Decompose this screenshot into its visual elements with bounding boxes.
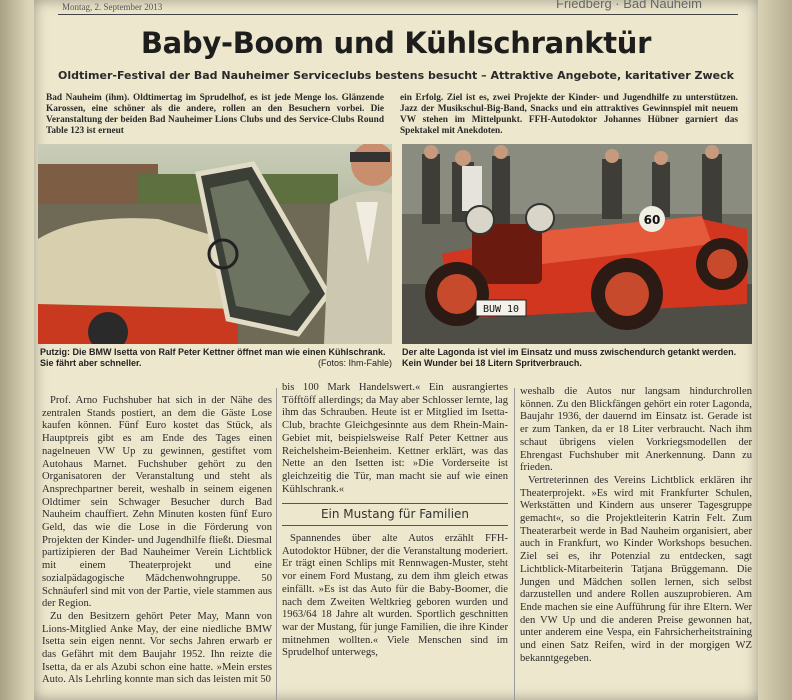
body-paragraph: Zu den Besitzern gehört Peter May, Mann von Lions-Mitglied Anke May, der eine niedliche BMW Isetta sein eigen nennt. Vor sechs Jahren erwarb er das Gefährt mit dem Baujahr 1952. Ihn reizte die Isetta, da er als Azubi schon eine hatte. »Mein erstes Auto. Als Lehrling konnte man sich das leisten mit 50: [42, 610, 272, 686]
body-paragraph: bis 100 Mark Handelswert.« Ein ausrangiertes Töfftöff allerdings; da May aber Schlosser lernte, lag ihm das Schrauben. Heute ist er Mitglied im Isetta-Club, brachte Gleichgesinnte aus dem Rhein-Main-Gebiet mit, beispielsweise Ralf Peter Kettner aus Reichelsheim-Beienheim. Kettner erklärt, was das Nette an den Isetten ist: »Die Vorderseite ist gleichzeitig die Tür, man macht sie auf wie einen Kühlschrank.«: [282, 382, 508, 495]
lagonda-photo-illustration: [402, 144, 752, 344]
photo-lagonda: [402, 144, 752, 344]
caption-right-text: Der alte Lagonda ist viel im Einsatz und muss zwischendurch getankt werden. Kein Wunder bei 18 Litern Spritverbrauch.: [402, 347, 737, 368]
section-title: Friedberg · Bad Nauheim: [556, 0, 702, 11]
body-paragraph: weshalb die Autos nur langsam hindurchrollen können. Zu den Blickfängen gehört ein roter Lagonda, Baujahr 1936, der dauernd im Einsatz ist. Gerade ist er zum Tanken, da er 18 Liter verbraucht. Nach ihm schaut übrigens vielen Vorkriegsmodellen der Ehrengast Fuchshuber mit Anerkennung. Dann zu frieden.: [520, 386, 752, 474]
article-column-1: [42, 395, 272, 687]
race-number: 60: [643, 213, 661, 227]
lead-paragraph-left: Bad Nauheim (ihm). Oldtimertag im Sprudelhof, es ist jede Menge los. Glänzende Karossen, eine schöner als die andere, rollen an den Besuchern vorbei. Die Veranstaltung der beiden Bad Nauheimer Lions Clubs und des Service-Clubs Round Table 123 ist erneut: [46, 93, 384, 136]
intertitle: Ein Mustang für Familien: [282, 503, 508, 526]
newspaper-sheet: [34, 0, 758, 700]
article-column-2: [282, 382, 508, 660]
headline: Baby-Boom und Kühlschranktür: [140, 26, 652, 60]
article-column-3: [520, 386, 752, 665]
photo-credit: (Fotos: Ihm-Fahle): [317, 358, 392, 368]
body-paragraph: Prof. Arno Fuchshuber hat sich in der Nähe des zentralen Stands postiert, an dem die Gäste Lose kaufen können. Fünf Euro kostet das Stück, als Hauptpreis gibt es am Ende des Tages einen nagelneuen VW Up zu gewinnen, gestiftet vom Autohaus Marnet. Fuchshuber gehört zu den Organisatoren der Veranstaltung und steht als Ansprechpartner bereit, weshalb in seinem eigenen Oldtimer sein Schwager Besucher durch Bad Nauheim chauffiert. Zehn Minuten kosten fünf Euro Geld, das wie die Lose in die Förderung von Projekten der Kinder- und Jugendhilfe fließt. Diesmal partizipieren der Bad Nauheimer Verein Lichtblick mit einem Theaterprojekt und eine sozialpädagogische Mädchenwohngruppe. 50 Schnäuferl sind mit von der Partie, viele stammen aus der Region.: [42, 395, 272, 610]
caption-right: [402, 347, 754, 369]
body-paragraph: Vertreterinnen des Vereins Lichtblick erklären ihr Theaterprojekt. »Es wird mit Frankfurter Schulen, Werkstätten und Kindern aus unserer Tagesgruppe gemacht«, so die Projektleiterin Katrin Felt. Zum Theaterarbeit werde in Bad Nauheim organisiert, aber auch in Frankfurt, wo Kinder Workshops besuchen. Ziel sei es, ihr Potenzial zu entdecken, sagt Lichtblick-Mitarbeiterin Tatjana Brüggemann. Die Jungen und Mädchen sollen lernen, sich selbst darzustellen und andere Rollen auszuprobieren. Am Ende machen sie eine Aufführung für ihre Eltern. Wer den VW Up und die anderen Preise gewonnen hat, unter anderem eine Vespa, ein Fahrsicherheitstraining und einen Satz Reifen, wird in der morgigen WZ bekanntgegeben.: [520, 474, 752, 664]
dateline: Montag, 2. September 2013: [62, 2, 163, 12]
caption-left: [40, 347, 392, 369]
license-plate: BUW 10: [482, 304, 520, 315]
isetta-photo-illustration: [38, 144, 392, 344]
column-divider: [514, 388, 515, 700]
lead-paragraph-right: ein Erfolg. Ziel ist es, zwei Projekte der Kinder- und Jugendhilfe zu unterstützen. Jazz der Musikschul-Big-Band, Snacks und ein attraktives Gewinnspiel mit neuem VW stehen im Mittelpunkt. FFH-Autodoktor Johannes Hübner garniert das Spektakel mit Anekdoten.: [400, 93, 738, 136]
photo-bmw-isetta: [38, 144, 392, 344]
caption-left-text: Putzig: Die BMW Isetta von Ralf Peter Kettner öffnet man wie einen Kühlschrank. Sie fährt aber schneller.: [40, 347, 386, 368]
body-paragraph: Spannendes über alte Autos erzählt FFH-Autodoktor Hübner, der die Veranstaltung moderiert. Er trägt einen Schlips mit Rennwagen-Muster, steht vor einem Ford Mustang, zu dem ihm gleich etwas einfällt. »Es ist das Auto für die Baby-Boomer, die nach dem Zweiten Weltkrieg geboren wurden und 1963/64 18 Jahre alt wurden. Sportlich geschnitten war der Mustang, für junge Familien, die ihre Kinder mitnehmen wollten.« Viele Menschen sind im Sprudelhof unterwegs,: [282, 533, 508, 659]
column-divider: [276, 388, 277, 700]
subheadline: Oldtimer-Festival der Bad Nauheimer Serviceclubs bestens besucht – Attraktive Angebote, karitativer Zweck: [58, 69, 734, 82]
top-rule: [58, 14, 738, 15]
